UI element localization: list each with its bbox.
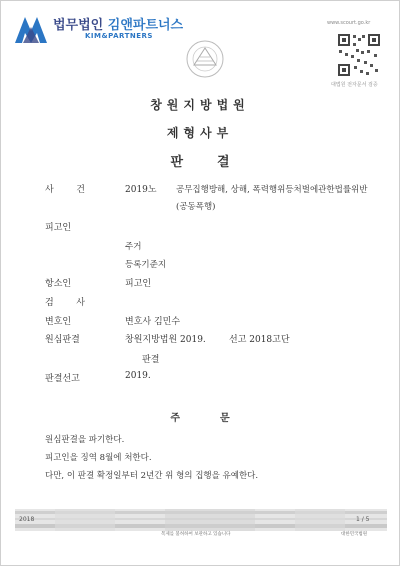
- ruling-line-3: 다만, 이 판결 확정일부터 2년간 위 형의 집행을 유예한다.: [45, 471, 259, 481]
- case-title: 공무집행방해, 상해, 폭력행위등처벌에관한법률위반: [176, 185, 368, 195]
- original-judgment-label: 원심판결: [45, 335, 80, 345]
- court-name: 창원지방법원: [150, 98, 250, 112]
- case-number: 2019노: [125, 185, 157, 195]
- footer-notice: 복제를 불허하여 보관하고 있습니다: [161, 532, 231, 537]
- scan-noise-band: [15, 509, 387, 531]
- qr-code-icon: [337, 33, 381, 77]
- appellant-value: 피고인: [125, 279, 152, 289]
- document-title: 판 결: [170, 155, 230, 170]
- original-judgment-suffix: 판결: [142, 355, 160, 365]
- original-judgment-case: 선고 2018고단: [229, 335, 290, 345]
- page-number: 1 / 5: [356, 516, 370, 523]
- original-judgment-court: 창원지방법원 2019.: [125, 335, 206, 345]
- ruling-title: 주 문: [170, 413, 230, 424]
- qr-url: www.scourt.go.kr: [327, 20, 371, 26]
- case-label: 사 건: [45, 185, 85, 195]
- address-label: 주거: [125, 242, 142, 252]
- ruling-line-2: 피고인을 징역 8월에 처한다.: [45, 453, 152, 463]
- footer-year: 2018: [19, 516, 35, 523]
- case-title-cont: (공동폭행): [176, 202, 216, 212]
- registered-domicile-label: 등록기준지: [125, 260, 167, 270]
- qr-caption: 대법원 전자문서 검증: [331, 82, 378, 88]
- defendant-label: 피고인: [45, 223, 72, 233]
- sentence-date-label: 판결선고: [45, 374, 80, 384]
- footer-court-mark: 대한민국법원: [341, 532, 368, 537]
- division-name: 제형사부: [166, 126, 234, 140]
- sentence-date-value: 2019.: [125, 371, 151, 381]
- firm-name-en: KIM&PARTNERS: [85, 32, 153, 40]
- counsel-label: 변호인: [45, 317, 72, 327]
- firm-logo-icon: [13, 13, 49, 45]
- ruling-line-1: 원심판결을 파기한다.: [45, 435, 125, 445]
- court-seal-icon: [184, 39, 226, 79]
- prosecutor-label: 검 사: [45, 298, 85, 308]
- firm-name: 법무법인 김앤파트너스: [53, 18, 184, 33]
- counsel-value: 변호사 김민수: [125, 317, 181, 327]
- appellant-label: 항소인: [45, 279, 72, 289]
